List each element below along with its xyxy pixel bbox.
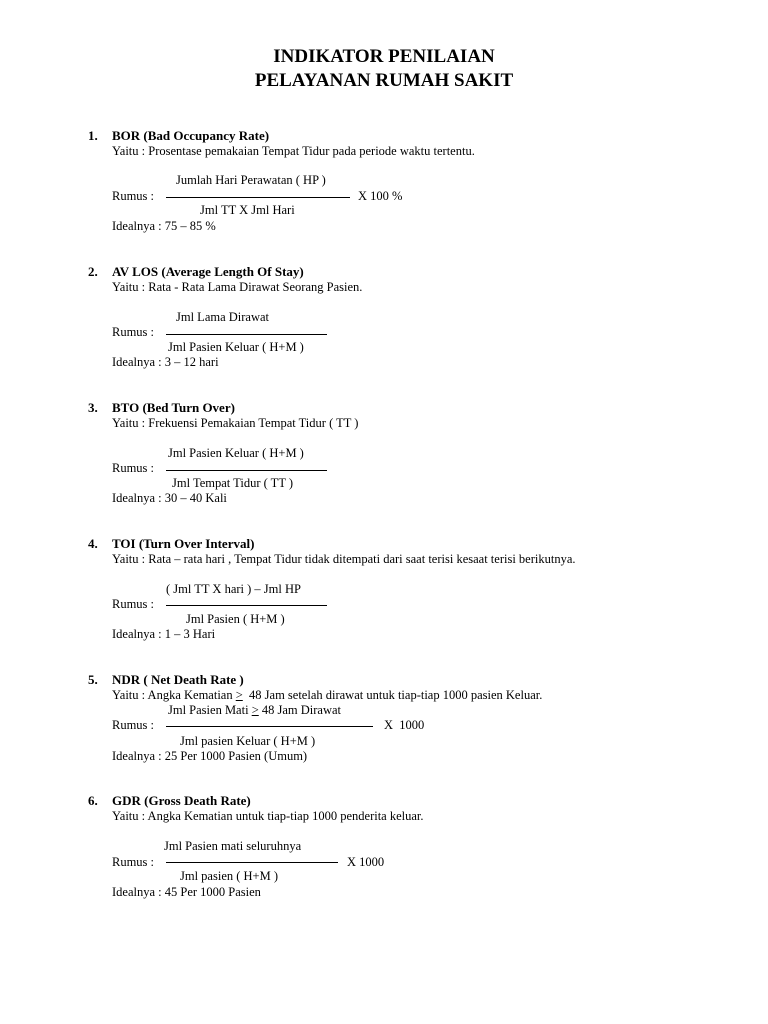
- greater-equal-symbol: >: [235, 688, 243, 702]
- fraction-bar: [166, 197, 350, 198]
- formula-denominator: Jml Tempat Tidur ( TT ): [172, 476, 294, 490]
- item-description: Yaitu : Rata – rata hari , Tempat Tidur tidak ditempati dari saat terisi kesaat terisi berikutnya.: [112, 552, 576, 566]
- ideal-value: Idealnya : 45 Per 1000 Pasien: [112, 885, 261, 899]
- item-heading: NDR ( Net Death Rate ): [112, 672, 244, 687]
- item-description: Yaitu : Prosentase pemakaian Tempat Tidur pada periode waktu tertentu.: [112, 144, 475, 158]
- item-description: [112, 688, 542, 703]
- formula-denominator: Jml pasien Keluar ( H+M ): [180, 734, 316, 748]
- fraction-bar: [166, 862, 338, 863]
- formula-label: Rumus :: [112, 189, 155, 203]
- item-number: 4.: [88, 536, 98, 551]
- ideal-value: Idealnya : 30 – 40 Kali: [112, 491, 227, 505]
- ideal-value: Idealnya : 75 – 85 %: [112, 219, 216, 233]
- item-number: 2.: [88, 264, 98, 279]
- description-text: Yaitu : Angka Kematian: [112, 688, 236, 702]
- fraction-bar: [166, 726, 373, 727]
- formula-denominator: Jml Pasien Keluar ( H+M ): [168, 340, 304, 354]
- item-number: 5.: [88, 672, 98, 687]
- formula-label: Rumus :: [112, 855, 155, 869]
- item-number: 3.: [88, 400, 98, 415]
- formula-label: Rumus :: [112, 325, 155, 339]
- item-description: Yaitu : Angka Kematian untuk tiap-tiap 1000 penderita keluar.: [112, 809, 424, 823]
- formula-denominator: Jml TT X Jml Hari: [200, 203, 295, 217]
- formula-label: Rumus :: [112, 461, 155, 475]
- formula-numerator: Jml Pasien Keluar ( H+M ): [168, 446, 304, 460]
- item-heading: AV LOS (Average Length Of Stay): [112, 264, 304, 279]
- formula-label: Rumus :: [112, 718, 155, 732]
- formula-numerator: Jml Lama Dirawat: [176, 310, 270, 324]
- formula-denominator: Jml Pasien ( H+M ): [186, 612, 285, 626]
- item-heading: BTO (Bed Turn Over): [112, 400, 235, 415]
- formula-numerator: ( Jml TT X hari ) – Jml HP: [166, 582, 301, 596]
- formula-numerator: [168, 703, 341, 718]
- formula-multiplier: X 100 %: [358, 189, 403, 203]
- formula-label: Rumus :: [112, 597, 155, 611]
- page-title-line-1: INDIKATOR PENILAIAN: [273, 46, 495, 67]
- ideal-value: Idealnya : 25 Per 1000 Pasien (Umum): [112, 749, 308, 763]
- item-description: Yaitu : Frekuensi Pemakaian Tempat Tidur ( TT ): [112, 416, 359, 430]
- numerator-text: Jml Pasien Mati: [168, 703, 252, 717]
- item-heading: TOI (Turn Over Interval): [112, 536, 255, 551]
- item-heading: BOR (Bad Occupancy Rate): [112, 128, 270, 143]
- fraction-bar: [166, 605, 327, 606]
- formula-multiplier: X 1000: [347, 855, 385, 869]
- fraction-bar: [166, 470, 327, 471]
- ideal-value: Idealnya : 1 – 3 Hari: [112, 627, 216, 641]
- page-title-line-2: PELAYANAN RUMAH SAKIT: [254, 70, 514, 91]
- description-text: 48 Jam setelah dirawat untuk tiap-tiap 1000 pasien Keluar.: [242, 688, 543, 702]
- formula-denominator: Jml pasien ( H+M ): [180, 869, 279, 883]
- item-number: 1.: [88, 128, 98, 143]
- ideal-value: Idealnya : 3 – 12 hari: [112, 355, 219, 369]
- item-heading: GDR (Gross Death Rate): [112, 793, 251, 808]
- numerator-text: 48 Jam Dirawat: [258, 703, 342, 717]
- fraction-bar: [166, 334, 327, 335]
- formula-multiplier: X 1000: [384, 718, 425, 732]
- formula-numerator: Jml Pasien mati seluruhnya: [164, 839, 302, 853]
- item-number: 6.: [88, 793, 98, 808]
- item-description: Yaitu : Rata - Rata Lama Dirawat Seorang Pasien.: [112, 280, 363, 294]
- greater-equal-symbol: >: [251, 703, 259, 717]
- formula-numerator: Jumlah Hari Perawatan ( HP ): [176, 173, 326, 187]
